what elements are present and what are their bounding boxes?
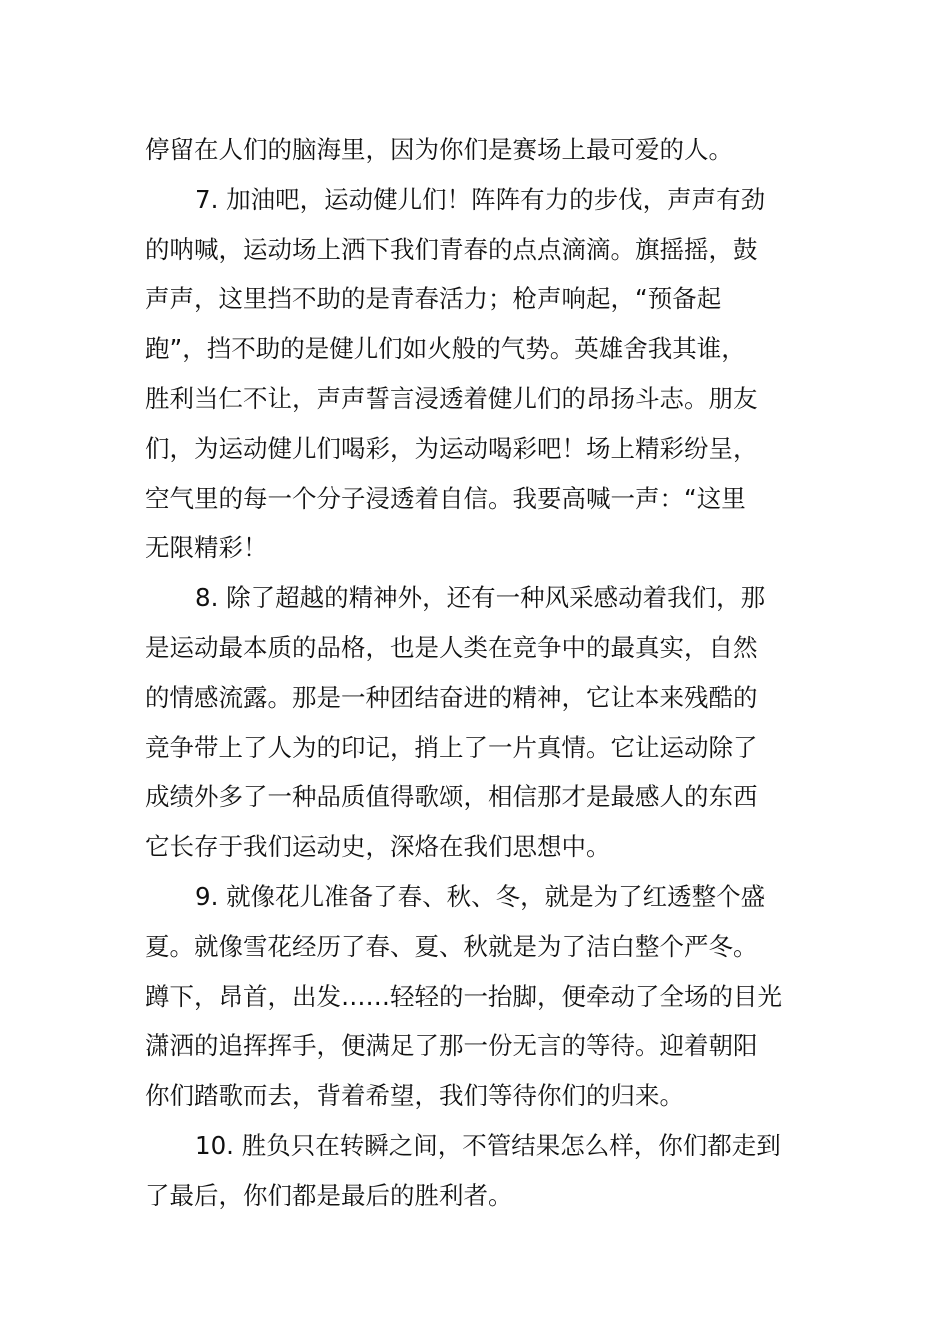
- text-line: 停留在人们的脑海里，因为你们是赛场上最可爱的人。: [145, 135, 733, 164]
- text-line-item-10: 10. 胜负只在转瞬之间，不管结果怎么样，你们都走到: [195, 1130, 781, 1160]
- text-line: 们，为运动健儿们喝彩，为运动喝彩吧！场上精彩纷呈，: [145, 433, 758, 463]
- text-line: 夏。就像雪花经历了春、夏、秋就是为了洁白整个严冬。: [145, 931, 758, 961]
- text-line: 跑”，挡不助的是健儿们如火般的气势。英雄舍我其谁，: [145, 334, 746, 364]
- text-line: 蹲下，昂首，出发……轻轻的一抬脚，便牵动了全场的目光: [145, 981, 782, 1011]
- text-line: 的呐喊，运动场上洒下我们青春的点点滴滴。旗摇摇，鼓: [145, 234, 758, 264]
- text-line: 声声，这里挡不助的是青春活力；枪声响起，“预备起: [145, 284, 722, 314]
- text-line: 胜利当仁不让，声声誓言浸透着健儿们的昂扬斗志。朋友: [145, 383, 758, 413]
- document-body: [145, 125, 810, 1221]
- text-line: 是运动最本质的品格，也是人类在竞争中的最真实，自然: [145, 632, 758, 662]
- text-line: 了最后，你们都是最后的胜利者。: [145, 1180, 513, 1210]
- text-line: 竞争带上了人为的印记，捎上了一片真情。它让运动除了: [145, 732, 758, 762]
- text-line: 的情感流露。那是一种团结奋进的精神，它让本来残酷的: [145, 682, 758, 712]
- text-line: 成绩外多了一种品质值得歌颂，相信那才是最感人的东西: [145, 782, 758, 812]
- text-line-item-7: 7. 加油吧，运动健儿们！阵阵有力的步伐，声声有劲: [195, 184, 766, 214]
- text-line-item-9: 9. 就像花儿准备了春、秋、冬，就是为了红透整个盛: [195, 881, 766, 911]
- text-line: 无限精彩！: [145, 533, 268, 563]
- text-line: 潇洒的追挥挥手，便满足了那一份无言的等待。迎着朝阳: [145, 1031, 758, 1061]
- text-line-item-8: 8. 除了超越的精神外，还有一种风采感动着我们，那: [195, 583, 766, 613]
- text-line: 它长存于我们运动史，深烙在我们思想中。: [145, 832, 611, 862]
- text-line: 你们踏歌而去，背着希望，我们等待你们的归来。: [145, 1081, 684, 1111]
- text-line: 空气里的每一个分子浸透着自信。我要高喊一声：“这里: [145, 483, 746, 513]
